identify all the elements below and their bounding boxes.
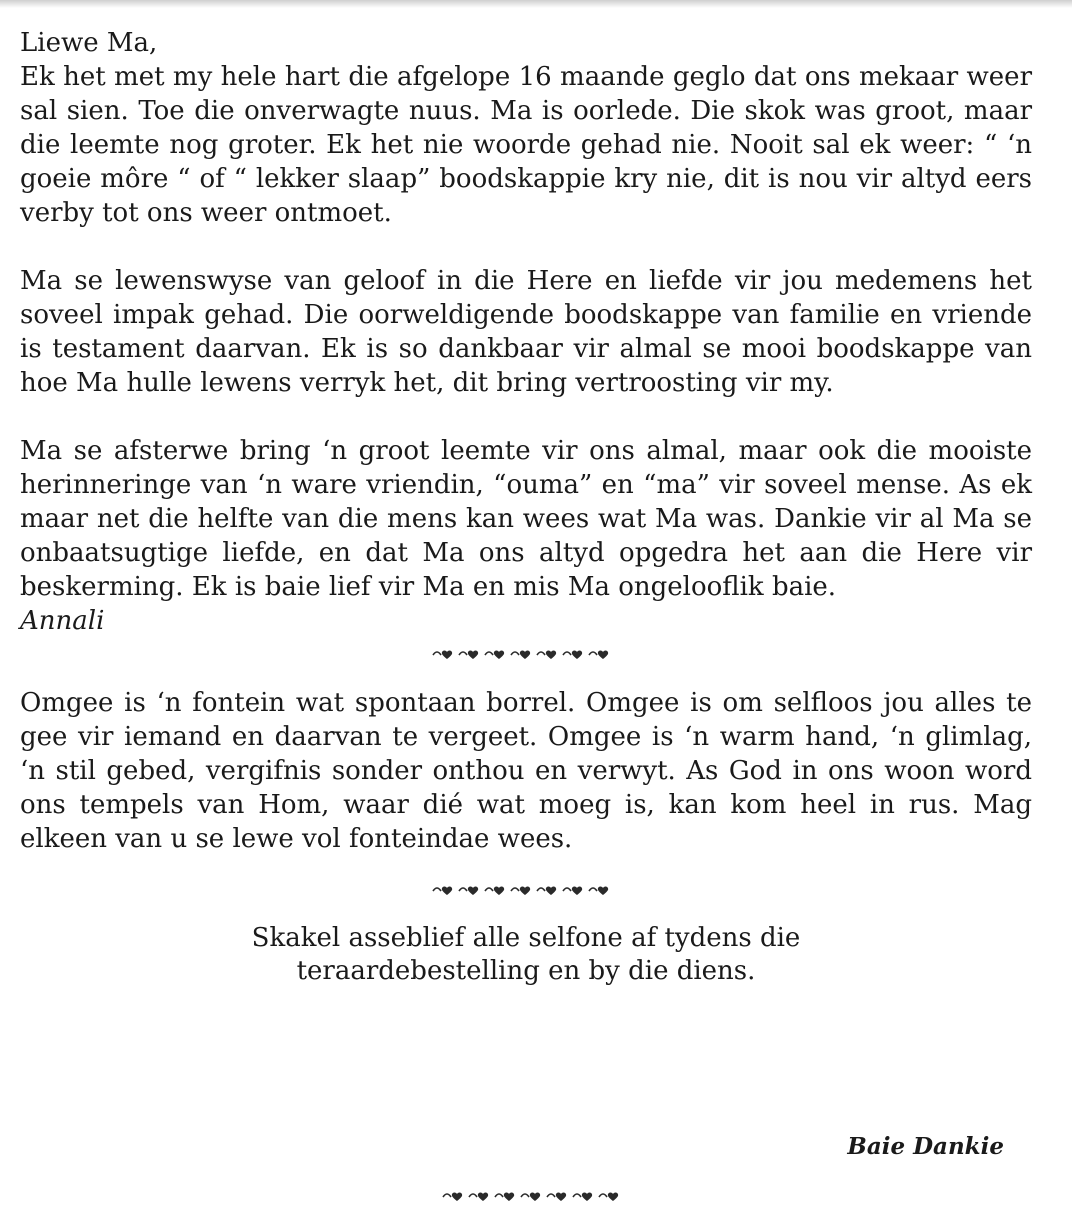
spacer (20, 856, 1032, 874)
vine-leaf (521, 1194, 529, 1197)
heart-mark (598, 651, 608, 659)
heart-mark (468, 651, 478, 659)
heart-mark (546, 651, 556, 659)
vine-leaf (485, 888, 493, 891)
heart-mark (520, 651, 530, 659)
spacer (20, 668, 1032, 686)
document-body (20, 26, 1032, 988)
heart-mark (442, 651, 452, 659)
heart-mark (546, 887, 556, 895)
vine-leaf (469, 1194, 477, 1197)
vine-leaf (589, 888, 597, 891)
poem-paragraph: Omgee is ‘n fontein wat spontaan borrel. Omgee is om selfloos jou alles te gee vir iemand en daarvan te vergeet. Omgee is ‘n warm hand, ‘n glimlag, ‘n stil gebed, vergifnis sonder onthou en verwyt. As God in ons woon word ons tempels van Hom, waar dié wat moeg is, kan kom heel in rus. Mag elkeen van u se lewe vol fonteindae wees. (20, 688, 1032, 854)
heart-mark (494, 651, 504, 659)
spacer (20, 904, 1032, 922)
heart-mark (442, 887, 452, 895)
vine-leaf (433, 888, 441, 891)
heart-vine-ornament-icon (431, 646, 621, 660)
heart-mark (520, 887, 530, 895)
vine-leaf (537, 652, 545, 655)
paragraph-gap (20, 400, 1032, 434)
notice-line-1: Skakel asseblief alle selfone af tydens die (251, 923, 801, 953)
notice-line-2: teraardebestelling en by die diens. (296, 956, 756, 986)
letter-paragraph-2: Ma se lewenswyse van geloof in die Here en liefde vir jou medemens het soveel impak gehad. Die oorweldigende boodskappe van familie en vriende is testament daarvan. Ek is so dankbaar vir almal se mooi boodskappe van hoe Ma hulle lewens verryk het, dit bring vertroosting vir my. (20, 266, 1032, 398)
vine-leaf (547, 1194, 555, 1197)
paragraph-gap (20, 230, 1032, 264)
vine-leaf (563, 652, 571, 655)
heart-mark (468, 887, 478, 895)
closing-thanks: Baie Dankie (847, 1133, 1004, 1160)
letter-paragraph-3: Ma se afsterwe bring ‘n groot leemte vir ons almal, maar ook die mooiste herinneringe van ‘n ware vriendin, “ouma” en “ma” vir soveel mense. As ek maar net die helfte van die mens kan wees wat Ma was. Dankie vir al Ma se onbaatsugtige liefde, en dat Ma ons altyd opgedra het aan die Here vir beskerming. Ek is baie lief vir Ma en mis Ma ongelooflik baie. (20, 436, 1032, 602)
vine-leaf (459, 652, 467, 655)
vine-leaf (599, 1194, 607, 1197)
vine-leaf (537, 888, 545, 891)
vine-leaf (433, 652, 441, 655)
heart-mark (572, 887, 582, 895)
heart-mark (598, 887, 608, 895)
vine-leaf (511, 652, 519, 655)
vine-leaf (459, 888, 467, 891)
vine-leaf (589, 652, 597, 655)
letter-paragraph-1: Ek het met my hele hart die afgelope 16 maande geglo dat ons mekaar weer sal sien. Toe die onverwagte nuus. Ma is oorlede. Die skok was groot, maar die leemte nog groter. Ek het nie woorde gehad nie. Nooit sal ek weer: “ ‘n goeie môre “ of “ lekker slaap” boodskappie kry nie, dit is nou vir altyd eers verby tot ons weer ontmoet. (20, 62, 1032, 228)
vine-leaf (495, 1194, 503, 1197)
heart-vine-ornament-icon (431, 882, 621, 896)
vine-leaf (443, 1194, 451, 1197)
letter-salutation: Liewe Ma, (20, 28, 158, 58)
vine-leaf (511, 888, 519, 891)
ornament-divider-3 (0, 1180, 1072, 1210)
heart-mark (572, 651, 582, 659)
letter-signature: Annali (20, 606, 105, 636)
vine-leaf (485, 652, 493, 655)
ornament-divider-2 (20, 874, 1032, 904)
page-top-edge (0, 0, 1072, 8)
ornament-divider-1 (20, 638, 1032, 668)
vine-leaf (573, 1194, 581, 1197)
heart-mark (494, 887, 504, 895)
vine-leaf (563, 888, 571, 891)
